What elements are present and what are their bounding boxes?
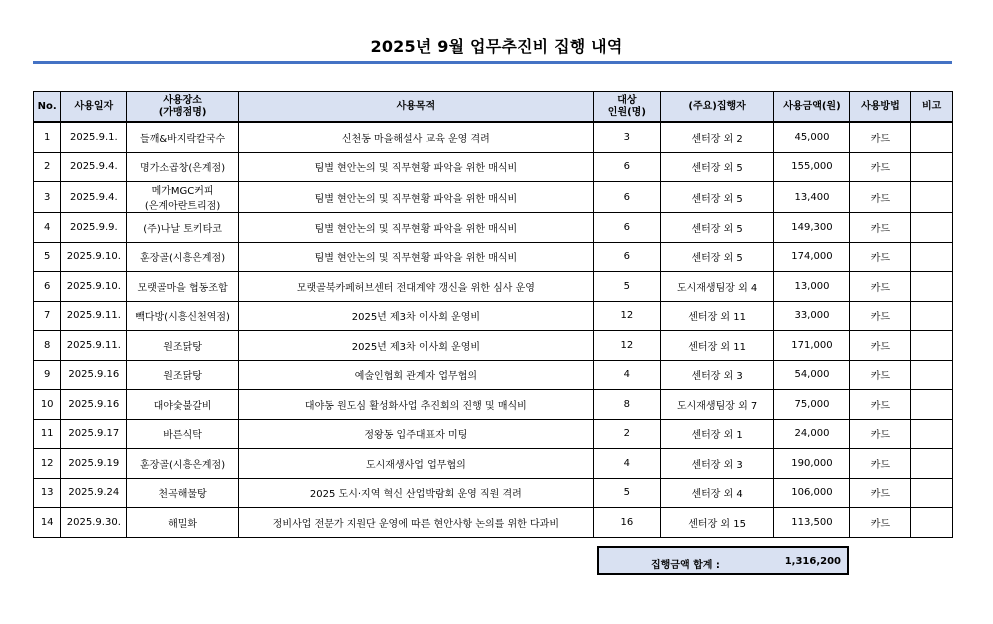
cell-executor: 도시재생팀장 외 4 <box>660 272 774 302</box>
table-row <box>34 419 953 449</box>
cell-no: 10 <box>34 390 61 420</box>
cell-note <box>911 331 953 361</box>
cell-people: 3 <box>593 122 660 152</box>
cell-note <box>911 213 953 243</box>
cell-people: 12 <box>593 301 660 331</box>
cell-executor: 센터장 외 3 <box>660 360 774 390</box>
cell-date: 2025.9.10. <box>61 242 127 272</box>
header-place <box>127 92 239 123</box>
cell-method: 카드 <box>850 360 911 390</box>
cell-place <box>127 478 239 508</box>
cell-date: 2025.9.9. <box>61 213 127 243</box>
cell-place-line1: 대야숯불갈비 <box>153 400 212 412</box>
cell-people: 2 <box>593 419 660 449</box>
table-row <box>34 331 953 361</box>
table-row <box>34 360 953 390</box>
cell-amount: 106,000 <box>774 478 850 508</box>
cell-people: 5 <box>593 272 660 302</box>
cell-people: 5 <box>593 478 660 508</box>
cell-no: 4 <box>34 213 61 243</box>
cell-executor: 센터장 외 3 <box>660 449 774 479</box>
cell-place-line1: (주)나날 토키타코 <box>143 223 222 235</box>
cell-date: 2025.9.11. <box>61 301 127 331</box>
cell-method: 카드 <box>850 419 911 449</box>
cell-amount: 54,000 <box>774 360 850 390</box>
cell-executor: 센터장 외 5 <box>660 152 774 182</box>
cell-date: 2025.9.19 <box>61 449 127 479</box>
cell-date: 2025.9.4. <box>61 182 127 213</box>
cell-place-line1: 해밀화 <box>168 518 198 530</box>
cell-amount: 75,000 <box>774 390 850 420</box>
cell-place <box>127 449 239 479</box>
cell-amount: 149,300 <box>774 213 850 243</box>
table-row <box>34 152 953 182</box>
header-no: No. <box>34 92 61 123</box>
total-value: 1,316,200 <box>784 556 841 567</box>
page-title: 2025년 9월 업무추진비 집행 내역 <box>370 37 623 56</box>
cell-method: 카드 <box>850 272 911 302</box>
cell-note <box>911 508 953 538</box>
cell-executor: 도시재생팀장 외 7 <box>660 390 774 420</box>
cell-people: 4 <box>593 360 660 390</box>
cell-purpose: 정왕동 입주대표자 미팅 <box>238 419 593 449</box>
header-place-line2: (가맹점명) <box>158 106 207 118</box>
cell-method: 카드 <box>850 508 911 538</box>
cell-no: 11 <box>34 419 61 449</box>
cell-purpose: 2025년 제3차 이사회 운영비 <box>238 301 593 331</box>
cell-note <box>911 360 953 390</box>
cell-executor: 센터장 외 5 <box>660 182 774 213</box>
cell-purpose: 팀별 현안논의 및 직무현황 파악을 위한 매식비 <box>238 213 593 243</box>
cell-note <box>911 182 953 213</box>
cell-people: 6 <box>593 182 660 213</box>
cell-no: 3 <box>34 182 61 213</box>
header-purpose: 사용목적 <box>238 92 593 123</box>
cell-no: 6 <box>34 272 61 302</box>
cell-amount: 13,000 <box>774 272 850 302</box>
cell-no: 13 <box>34 478 61 508</box>
cell-place-line1: 훈장골(시흥은계점) <box>140 459 226 471</box>
cell-purpose: 예술인협회 관계자 업무협의 <box>238 360 593 390</box>
cell-place <box>127 360 239 390</box>
cell-method: 카드 <box>850 122 911 152</box>
cell-date: 2025.9.30. <box>61 508 127 538</box>
cell-place <box>127 390 239 420</box>
cell-amount: 13,400 <box>774 182 850 213</box>
cell-note <box>911 419 953 449</box>
cell-amount: 155,000 <box>774 152 850 182</box>
cell-place <box>127 272 239 302</box>
title-underline <box>33 61 952 64</box>
cell-date: 2025.9.24 <box>61 478 127 508</box>
cell-method: 카드 <box>850 449 911 479</box>
header-amount: 사용금액(원) <box>774 92 850 123</box>
table-row <box>34 242 953 272</box>
cell-place-line1: 들깨&바지락칼국수 <box>140 133 226 145</box>
cell-method: 카드 <box>850 152 911 182</box>
cell-place-line2: (은계아란트리점) <box>144 201 221 212</box>
cell-purpose: 모랫골북카페허브센터 전대계약 갱신을 위한 심사 운영 <box>238 272 593 302</box>
cell-people: 6 <box>593 213 660 243</box>
cell-purpose: 팀별 현안논의 및 직무현황 파악을 위한 매식비 <box>238 242 593 272</box>
cell-note <box>911 390 953 420</box>
table-row <box>34 508 953 538</box>
cell-note <box>911 449 953 479</box>
cell-date: 2025.9.11. <box>61 331 127 361</box>
total-label: 집행금액 합계 : <box>651 560 720 571</box>
table-header-row <box>34 92 953 123</box>
cell-place <box>127 242 239 272</box>
cell-people: 4 <box>593 449 660 479</box>
cell-place-line1: 메가MGC커피 <box>151 186 214 197</box>
cell-place-line1: 모랫골마을 협동조합 <box>137 282 228 294</box>
expense-table <box>33 91 953 538</box>
header-date: 사용일자 <box>61 92 127 123</box>
cell-amount: 45,000 <box>774 122 850 152</box>
cell-place <box>127 152 239 182</box>
cell-note <box>911 301 953 331</box>
cell-amount: 174,000 <box>774 242 850 272</box>
header-place-line1: 사용장소 <box>163 94 202 106</box>
header-people-line1: 대상 <box>617 94 637 106</box>
total-box <box>597 546 849 575</box>
cell-note <box>911 478 953 508</box>
cell-executor: 센터장 외 11 <box>660 331 774 361</box>
cell-executor: 센터장 외 11 <box>660 301 774 331</box>
cell-method: 카드 <box>850 242 911 272</box>
cell-date: 2025.9.1. <box>61 122 127 152</box>
cell-no: 14 <box>34 508 61 538</box>
cell-place-line1: 빽다방(시흥신천역점) <box>135 312 230 324</box>
table-row <box>34 182 953 213</box>
cell-purpose: 2025년 제3차 이사회 운영비 <box>238 331 593 361</box>
table-row <box>34 478 953 508</box>
table-row <box>34 213 953 243</box>
cell-purpose: 신천동 마을해설사 교육 운영 격려 <box>238 122 593 152</box>
cell-purpose: 팀별 현안논의 및 직무현황 파악을 위한 매식비 <box>238 182 593 213</box>
cell-executor: 센터장 외 4 <box>660 478 774 508</box>
header-people <box>593 92 660 123</box>
cell-no: 12 <box>34 449 61 479</box>
cell-method: 카드 <box>850 331 911 361</box>
cell-place-line1: 원조닭탕 <box>163 371 202 383</box>
cell-method: 카드 <box>850 213 911 243</box>
cell-place <box>127 331 239 361</box>
cell-place <box>127 213 239 243</box>
cell-executor: 센터장 외 2 <box>660 122 774 152</box>
cell-place <box>127 301 239 331</box>
cell-people: 6 <box>593 242 660 272</box>
cell-executor: 센터장 외 5 <box>660 242 774 272</box>
cell-place-line1: 명가소곱창(은계점) <box>140 163 226 175</box>
table-row <box>34 449 953 479</box>
table-row <box>34 272 953 302</box>
header-executor: (주요)집행자 <box>660 92 774 123</box>
header-note: 비고 <box>911 92 953 123</box>
cell-purpose: 팀별 현안논의 및 직무현황 파악을 위한 매식비 <box>238 152 593 182</box>
cell-note <box>911 122 953 152</box>
cell-people: 16 <box>593 508 660 538</box>
cell-note <box>911 152 953 182</box>
cell-people: 8 <box>593 390 660 420</box>
cell-executor: 센터장 외 1 <box>660 419 774 449</box>
cell-note <box>911 242 953 272</box>
header-method: 사용방법 <box>850 92 911 123</box>
cell-date: 2025.9.10. <box>61 272 127 302</box>
cell-place <box>127 122 239 152</box>
table-row <box>34 122 953 152</box>
cell-no: 5 <box>34 242 61 272</box>
cell-people: 6 <box>593 152 660 182</box>
cell-date: 2025.9.17 <box>61 419 127 449</box>
cell-note <box>911 272 953 302</box>
cell-date: 2025.9.4. <box>61 152 127 182</box>
cell-amount: 24,000 <box>774 419 850 449</box>
cell-method: 카드 <box>850 390 911 420</box>
cell-no: 1 <box>34 122 61 152</box>
cell-place-line1: 바른식탁 <box>163 430 202 442</box>
cell-no: 2 <box>34 152 61 182</box>
cell-method: 카드 <box>850 478 911 508</box>
cell-purpose: 2025 도시·지역 혁신 산업박람회 운영 직원 격려 <box>238 478 593 508</box>
cell-executor: 센터장 외 5 <box>660 213 774 243</box>
header-people-line2: 인원(명) <box>607 106 646 118</box>
cell-amount: 171,000 <box>774 331 850 361</box>
cell-place <box>127 508 239 538</box>
cell-purpose: 도시재생사업 업무협의 <box>238 449 593 479</box>
table-row <box>34 390 953 420</box>
cell-method: 카드 <box>850 182 911 213</box>
cell-place <box>127 182 239 213</box>
cell-purpose: 정비사업 전문가 지원단 운영에 따른 현안사항 논의를 위한 다과비 <box>238 508 593 538</box>
cell-date: 2025.9.16 <box>61 390 127 420</box>
cell-amount: 190,000 <box>774 449 850 479</box>
cell-date: 2025.9.16 <box>61 360 127 390</box>
cell-amount: 113,500 <box>774 508 850 538</box>
cell-purpose: 대야동 원도심 활성화사업 추진회의 진행 및 매식비 <box>238 390 593 420</box>
cell-place-line1: 천곡해물탕 <box>158 489 207 501</box>
cell-method: 카드 <box>850 301 911 331</box>
cell-executor: 센터장 외 15 <box>660 508 774 538</box>
cell-no: 8 <box>34 331 61 361</box>
cell-place <box>127 419 239 449</box>
cell-no: 9 <box>34 360 61 390</box>
cell-place-line1: 훈장골(시흥은계점) <box>140 253 226 265</box>
table-row <box>34 301 953 331</box>
cell-amount: 33,000 <box>774 301 850 331</box>
cell-people: 12 <box>593 331 660 361</box>
cell-no: 7 <box>34 301 61 331</box>
cell-place-line1: 원조닭탕 <box>163 341 202 353</box>
